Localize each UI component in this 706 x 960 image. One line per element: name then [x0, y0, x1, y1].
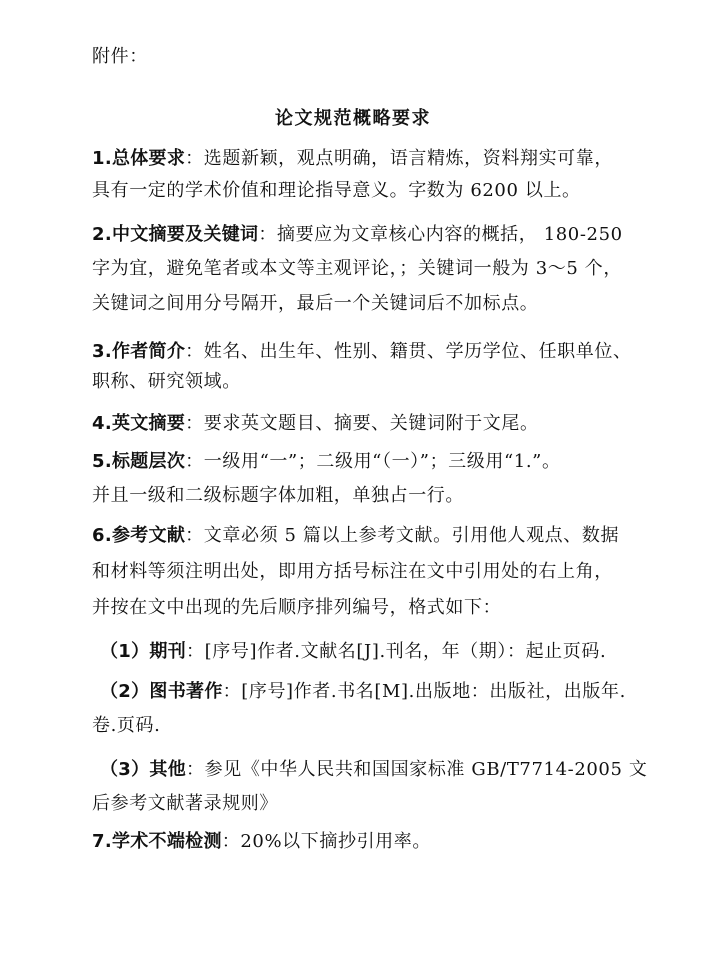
item-4-text-1: ：要求英文题目、摘要、关键词附于文尾。: [185, 413, 539, 434]
item-2-label: 2.中文摘要及关键词: [92, 224, 259, 245]
item-5-text-2: 并且一级和二级标题字体加粗，单独占一行。: [92, 485, 464, 506]
item-3-text-2: 职称、研究领域。: [92, 371, 241, 392]
item-2-text-1: ：摘要应为文章核心内容的概括， 180-250: [258, 224, 623, 245]
ref-1-text-1: ：[序号]作者.文献名[J].刊名，年（期）：起止页码.: [186, 641, 607, 662]
item-7-label: 7.学术不端检测: [92, 831, 222, 852]
item-4-label: 4.英文摘要: [92, 413, 186, 434]
ref-2-label: （2）图书著作: [100, 681, 223, 702]
item-6-text-3: 并按在文中出现的先后顺序排列编号，格式如下：: [92, 597, 502, 618]
ref-1-label: （1）期刊: [100, 641, 187, 662]
item-4-line-1: [92, 413, 539, 435]
item-1-label: 1.总体要求: [92, 148, 186, 169]
item-2-text-3: 关键词之间用分号隔开，最后一个关键词后不加标点。: [92, 293, 539, 314]
item-7-text-1: ：20%以下摘抄引用率。: [221, 831, 431, 852]
item-3-label: 3.作者简介: [92, 341, 186, 362]
ref-2-text-1: ：[序号]作者.书名[M].出版地：出版社，出版年.: [222, 681, 626, 702]
ref-3-line-1: [100, 759, 647, 781]
item-5-label: 5.标题层次: [92, 451, 186, 472]
document-title: 论文规范概略要求: [275, 108, 431, 129]
attachment-label: 附件：: [92, 46, 148, 67]
ref-3-text-2: 后参考文献著录规则》: [92, 793, 278, 814]
ref-3-text-1: ：参见《中华人民共和国国家标准 GB/T7714-2005 文: [186, 759, 648, 780]
item-3-line-1: [92, 341, 632, 363]
ref-2-line-1: [100, 681, 626, 703]
item-1-text-2: 具有一定的学术价值和理论指导意义。字数为 6200 以上。: [92, 180, 581, 201]
item-6-line-1: [92, 525, 619, 547]
ref-1-line-1: [100, 641, 606, 663]
item-1-text-1: ：选题新颖，观点明确，语言精炼，资料翔实可靠，: [185, 148, 613, 169]
item-6-label: 6.参考文献: [92, 525, 186, 546]
item-3-text-1: ：姓名、出生年、性别、籍贯、学历学位、任职单位、: [185, 341, 632, 362]
ref-3-label: （3）其他: [100, 759, 187, 780]
item-6-text-2: 和材料等须注明出处，即用方括号标注在文中引用处的右上角，: [92, 561, 613, 582]
item-2-text-2: 字为宜，避免笔者或本文等主观评论，；关键词一般为 3～5 个，: [92, 258, 622, 279]
item-5-line-1: [92, 451, 561, 473]
item-5-text-1: ：一级用“一”；二级用“（一）”；三级用“1.”。: [185, 451, 561, 472]
item-7-line-1: [92, 831, 431, 853]
ref-2-text-2: 卷.页码.: [92, 715, 161, 736]
item-1-line-1: [92, 148, 613, 170]
item-2-line-1: [92, 224, 623, 246]
item-6-text-1: ：文章必须 5 篇以上参考文献。引用他人观点、数据: [185, 525, 620, 546]
